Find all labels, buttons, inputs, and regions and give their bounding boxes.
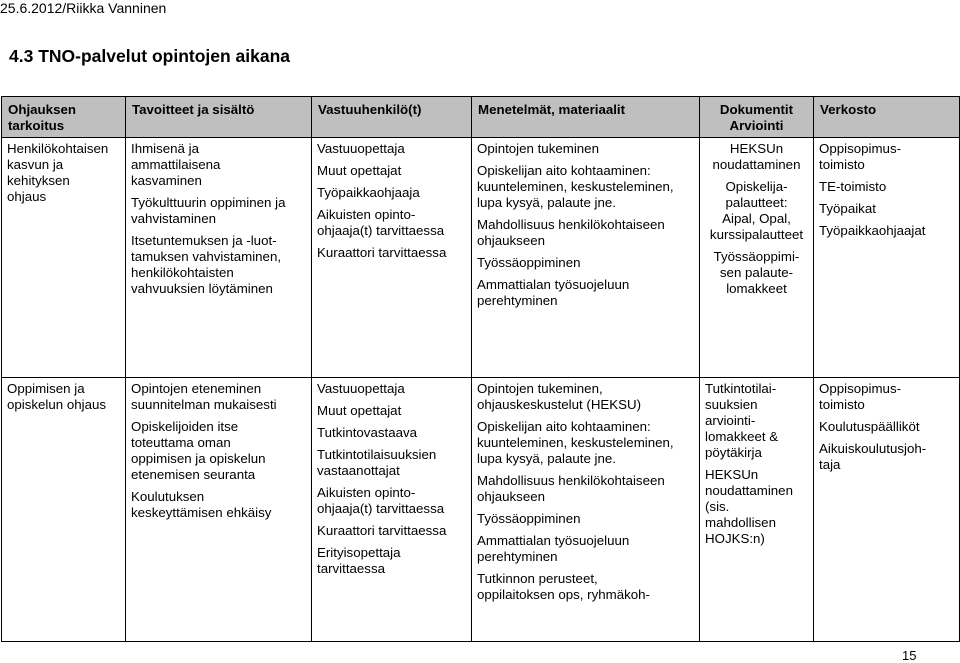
cell-text: Aikuiskoulutusjoh- — [819, 441, 927, 456]
cell-purpose — [2, 378, 126, 642]
cell-text: noudattaminen — [712, 157, 801, 172]
cell-text: kuunteleminen, keskusteleminen, — [477, 435, 674, 450]
cell-text: HEKSUn — [705, 467, 759, 482]
cell-text: lomakkeet & — [705, 429, 779, 444]
cell-paragraph — [317, 245, 466, 261]
cell-goals — [126, 138, 312, 378]
table-row — [2, 378, 960, 642]
cell-text: Aikuisten opinto- — [317, 207, 416, 222]
cell-paragraph — [131, 419, 306, 483]
cell-paragraph — [131, 141, 306, 189]
cell-text: Muut opettajat — [317, 403, 402, 418]
cell-paragraph — [819, 201, 954, 217]
cell-text: vahvuuksien löytäminen — [131, 281, 273, 296]
cell-text: Henkilökohtaisen — [7, 141, 109, 156]
cell-text: Aikuisten opinto- — [317, 485, 416, 500]
cell-paragraph — [477, 277, 694, 309]
header-text: Menetelmät, materiaalit — [478, 102, 626, 117]
cell-text: Ammattialan työsuojeluun — [477, 277, 630, 292]
cell-network — [814, 378, 960, 642]
cell-paragraph — [131, 381, 306, 413]
cell-text: Erityisopettaja — [317, 545, 401, 560]
cell-paragraph — [819, 441, 954, 473]
cell-text: Ihmisenä ja — [131, 141, 199, 156]
cell-text: etenemisen seuranta — [131, 467, 256, 482]
services-table — [1, 96, 960, 642]
cell-text: tarvittaessa — [317, 561, 385, 576]
cell-text: perehtyminen — [477, 549, 558, 564]
cell-paragraph — [477, 141, 694, 157]
cell-text: Opiskelijoiden itse — [131, 419, 239, 434]
header-goals — [126, 97, 312, 138]
cell-text: HEKSUn — [729, 141, 784, 156]
cell-text: kasvun ja — [7, 157, 64, 172]
cell-text: Työpaikkaohjaaja — [317, 185, 420, 200]
cell-paragraph — [819, 419, 954, 435]
cell-text: ohjauskeskustelut (HEKSU) — [477, 397, 642, 412]
cell-text: oppilaitoksen ops, ryhmäkoh- — [477, 587, 650, 602]
header-text: Dokumentit — [719, 102, 794, 117]
cell-paragraph — [819, 381, 954, 413]
cell-text: Kuraattori tarvittaessa — [317, 245, 447, 260]
cell-text: kehityksen — [7, 173, 70, 188]
header-responsible — [312, 97, 472, 138]
cell-text: Tutkintotilai- — [705, 381, 777, 396]
cell-text: Itsetuntemuksen ja -luot- — [131, 233, 277, 248]
cell-text: ohjaukseen — [477, 233, 546, 248]
cell-text: Kuraattori tarvittaessa — [317, 523, 447, 538]
cell-paragraph — [317, 381, 466, 397]
cell-text: vahvistaminen — [131, 211, 216, 226]
cell-documents — [700, 378, 814, 642]
cell-paragraph — [477, 217, 694, 249]
cell-text: toteuttama oman — [131, 435, 231, 450]
cell-text: Tutkinnon perusteet, — [477, 571, 598, 586]
cell-text: lomakkeet — [726, 281, 787, 296]
table-header — [2, 97, 960, 138]
cell-text: Opintojen eteneminen — [131, 381, 262, 396]
cell-text: kuunteleminen, keskusteleminen, — [477, 179, 674, 194]
cell-responsible — [312, 378, 472, 642]
header-network — [814, 97, 960, 138]
cell-text: Koulutuksen — [131, 489, 205, 504]
cell-paragraph — [477, 571, 694, 603]
cell-purpose — [2, 138, 126, 378]
cell-text: Työssäoppiminen — [477, 511, 581, 526]
cell-paragraph — [317, 207, 466, 239]
cell-text: Oppisopimus- — [819, 381, 902, 396]
cell-text: perehtyminen — [477, 293, 558, 308]
cell-text: Vastuuopettaja — [317, 381, 405, 396]
cell-text: ohjaaja(t) tarvittaessa — [317, 223, 445, 238]
header-documents — [700, 97, 814, 138]
cell-paragraph — [705, 179, 808, 243]
cell-text: lupa kysyä, palaute jne. — [477, 195, 616, 210]
header-text: Vastuuhenkilö(t) — [318, 102, 422, 117]
header-purpose — [2, 97, 126, 138]
cell-text: ohjaaja(t) tarvittaessa — [317, 501, 445, 516]
cell-text: Opiskelijan aito kohtaaminen: — [477, 163, 651, 178]
cell-paragraph — [317, 163, 466, 179]
cell-text: Opintojen tukeminen, — [477, 381, 603, 396]
cell-text: Opintojen tukeminen — [477, 141, 599, 156]
cell-text: kasvaminen — [131, 173, 202, 188]
cell-paragraph — [317, 545, 466, 577]
cell-text: Oppimisen ja — [7, 381, 85, 396]
cell-methods — [472, 378, 700, 642]
cell-paragraph — [477, 381, 694, 413]
cell-text: Vastuuopettaja — [317, 141, 405, 156]
cell-text: oppimisen ja opiskelun — [131, 451, 266, 466]
cell-paragraph — [477, 473, 694, 505]
cell-responsible — [312, 138, 472, 378]
cell-paragraph — [317, 523, 466, 539]
cell-paragraph — [819, 141, 954, 173]
cell-text: Tutkintotilaisuuksien — [317, 447, 437, 462]
cell-network — [814, 138, 960, 378]
cell-text: Työpaikat — [819, 201, 876, 216]
cell-paragraph — [317, 425, 466, 441]
cell-text: Mahdollisuus henkilökohtaiseen — [477, 217, 665, 232]
header-text: tarkoitus — [8, 118, 65, 133]
cell-text: toimisto — [819, 397, 865, 412]
cell-text: Opiskelija- — [725, 179, 788, 194]
header-text: Tavoitteet ja sisältö — [132, 102, 255, 117]
cell-text: suuksien — [705, 397, 758, 412]
page-number: 15 — [902, 648, 917, 663]
cell-text: vastaanottajat — [317, 463, 400, 478]
cell-text: tamuksen vahvistaminen, — [131, 249, 282, 264]
cell-text: kurssipalautteet — [709, 227, 804, 242]
cell-paragraph — [131, 233, 306, 297]
cell-text: sen palaute- — [719, 265, 794, 280]
cell-paragraph — [705, 381, 808, 461]
cell-text: palautteet: — [725, 195, 788, 210]
cell-text: taja — [819, 457, 841, 472]
cell-paragraph — [131, 489, 306, 521]
cell-paragraph — [705, 141, 808, 173]
cell-text: Ammattialan työsuojeluun — [477, 533, 630, 548]
cell-text: pöytäkirja — [705, 445, 762, 460]
cell-goals — [126, 378, 312, 642]
cell-text: Mahdollisuus henkilökohtaiseen — [477, 473, 665, 488]
cell-paragraph — [477, 163, 694, 211]
cell-text: Opiskelijan aito kohtaaminen: — [477, 419, 651, 434]
cell-text: Koulutuspäälliköt — [819, 419, 920, 434]
cell-paragraph — [317, 485, 466, 517]
cell-paragraph — [477, 255, 694, 271]
cell-paragraph — [131, 195, 306, 227]
cell-paragraph — [317, 141, 466, 157]
cell-paragraph — [705, 249, 808, 297]
cell-paragraph — [477, 533, 694, 565]
page-title: 4.3 TNO-palvelut opintojen aikana — [9, 46, 291, 66]
table-body — [2, 138, 960, 642]
cell-paragraph — [317, 185, 466, 201]
cell-methods — [472, 138, 700, 378]
cell-paragraph — [317, 403, 466, 419]
table-row — [2, 138, 960, 378]
cell-text: Tutkintovastaava — [317, 425, 418, 440]
cell-text: ammattilaisena — [131, 157, 221, 172]
cell-paragraph — [7, 381, 120, 413]
cell-paragraph — [819, 223, 954, 239]
cell-text: ohjaus — [7, 189, 47, 204]
cell-paragraph — [819, 179, 954, 195]
cell-text: suunnitelman mukaisesti — [131, 397, 277, 412]
header-date-author: 25.6.2012/Riikka Vanninen — [0, 0, 167, 16]
cell-text: Oppisopimus- — [819, 141, 902, 156]
cell-paragraph — [477, 511, 694, 527]
cell-text: ohjaukseen — [477, 489, 546, 504]
header-text: Ohjauksen — [8, 102, 76, 117]
cell-text: toimisto — [819, 157, 865, 172]
cell-text: Muut opettajat — [317, 163, 402, 178]
cell-paragraph — [477, 419, 694, 467]
cell-text: Työpaikkaohjaajat — [819, 223, 926, 238]
cell-text: Työkulttuurin oppiminen ja — [131, 195, 286, 210]
cell-text: Työssäoppimi- — [713, 249, 800, 264]
cell-text: lupa kysyä, palaute jne. — [477, 451, 616, 466]
cell-text: keskeyttämisen ehkäisy — [131, 505, 272, 520]
cell-text: henkilökohtaisten — [131, 265, 234, 280]
cell-text: noudattaminen — [705, 483, 793, 498]
cell-text: mahdollisen — [705, 515, 776, 530]
cell-text: (sis. — [705, 499, 730, 514]
header-methods — [472, 97, 700, 138]
header-text: Verkosto — [820, 102, 877, 117]
cell-text: HOJKS:n) — [705, 531, 765, 546]
cell-paragraph — [705, 467, 808, 547]
cell-documents — [700, 138, 814, 378]
cell-text: Työssäoppiminen — [477, 255, 581, 270]
cell-text: opiskelun ohjaus — [7, 397, 107, 412]
table-header-row — [2, 97, 960, 138]
cell-paragraph — [7, 141, 120, 205]
cell-paragraph — [317, 447, 466, 479]
cell-text: Aipal, Opal, — [722, 211, 791, 226]
cell-text: arviointi- — [705, 413, 756, 428]
cell-text: TE-toimisto — [819, 179, 887, 194]
header-text: Arviointi — [729, 118, 784, 133]
